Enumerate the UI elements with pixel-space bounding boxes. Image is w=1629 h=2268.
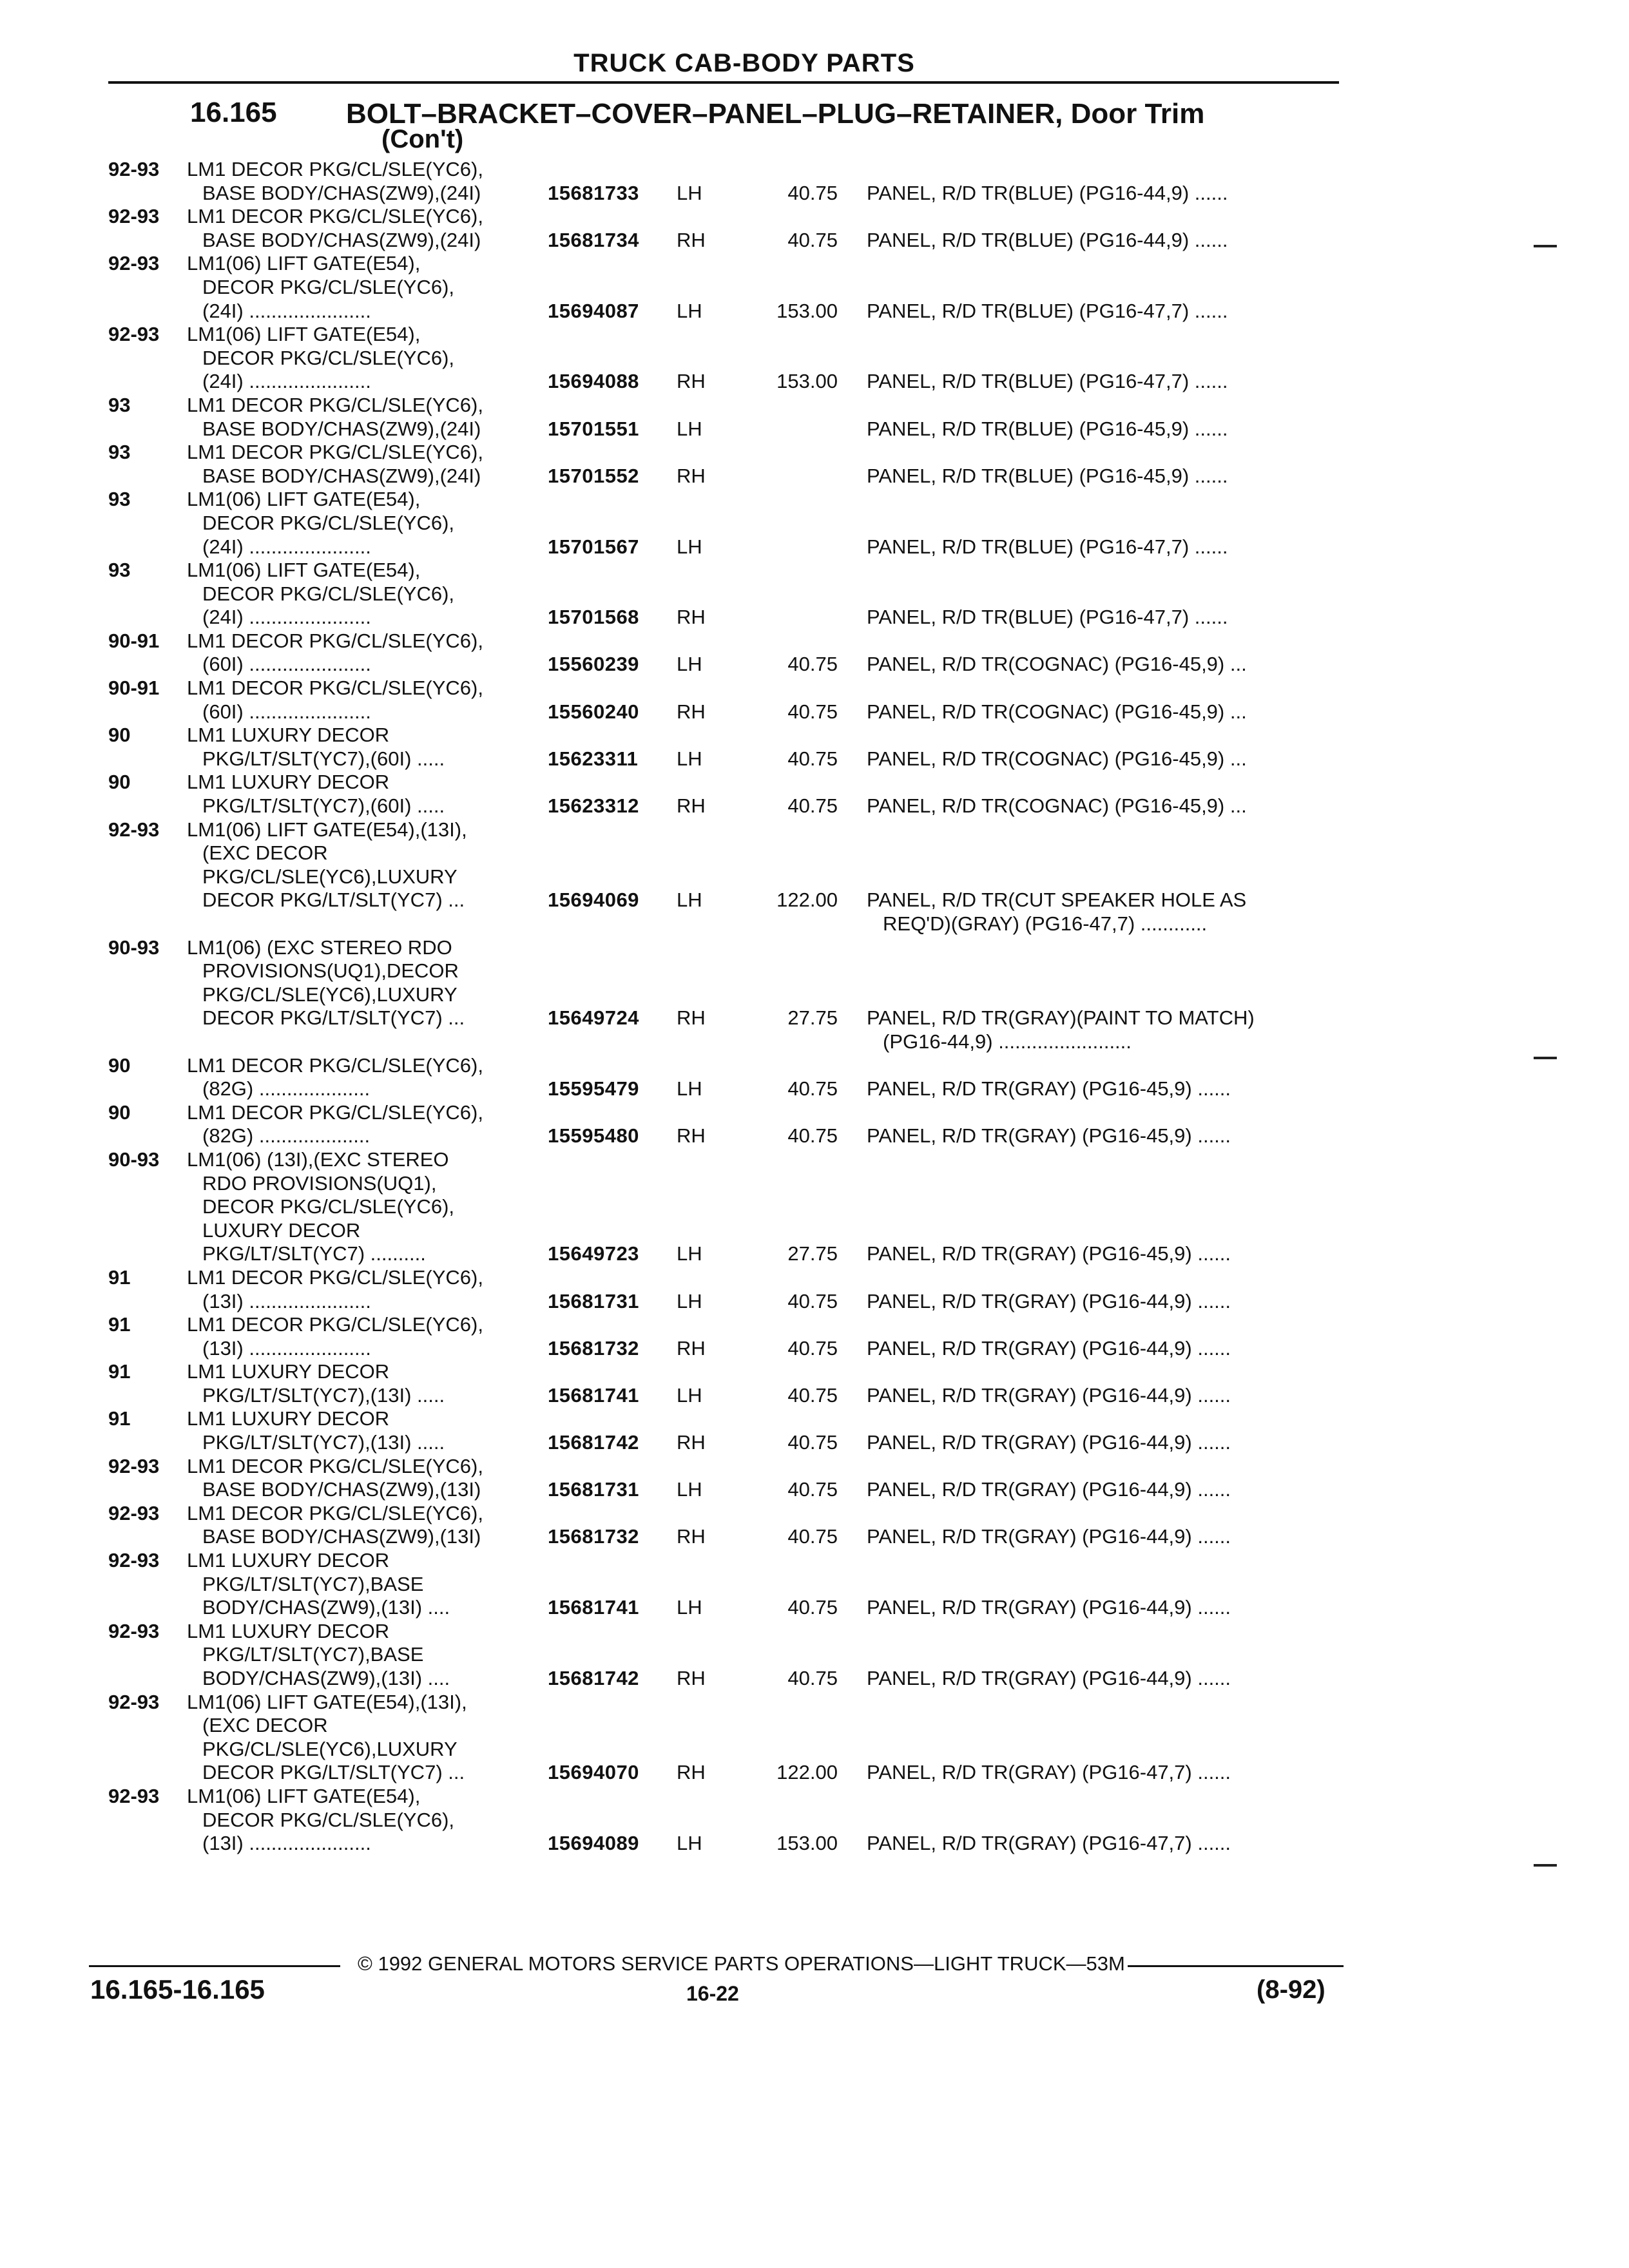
list-price: 40.75 bbox=[787, 1431, 838, 1454]
usage-description-line: BASE BODY/CHAS(ZW9),(13I) bbox=[202, 1478, 481, 1501]
list-price: 40.75 bbox=[787, 1124, 838, 1148]
model-year: 92-93 bbox=[108, 158, 160, 180]
model-year: 90-93 bbox=[108, 936, 160, 959]
model-year: 91 bbox=[108, 1313, 131, 1336]
list-price: 40.75 bbox=[787, 1289, 838, 1312]
usage-description-line: LM1(06) LIFT GATE(E54), bbox=[187, 559, 421, 582]
usage-description-line: LM1(06) LIFT GATE(E54),(13I), bbox=[187, 1690, 467, 1713]
usage-description-line: DECOR PKG/CL/SLE(YC6), bbox=[202, 275, 455, 298]
part-number: 15694089 bbox=[548, 1832, 639, 1855]
part-name: PANEL, R/D TR(GRAY) (PG16-44,9) ...... bbox=[867, 1431, 1231, 1454]
part-name: PANEL, R/D TR(GRAY)(PAINT TO MATCH) bbox=[867, 1006, 1255, 1030]
usage-description-line: DECOR PKG/LT/SLT(YC7) ... bbox=[202, 889, 465, 912]
table-row bbox=[0, 1691, 1629, 1785]
list-price: 122.00 bbox=[776, 889, 838, 912]
table-row bbox=[0, 1502, 1629, 1549]
footer-page-number: 16-22 bbox=[686, 1982, 739, 2005]
side-indicator: RH bbox=[677, 370, 706, 393]
part-number: 15595479 bbox=[548, 1077, 639, 1100]
model-year: 90-93 bbox=[108, 1148, 160, 1171]
usage-description-line: LM1 DECOR PKG/CL/SLE(YC6), bbox=[187, 393, 483, 416]
side-indicator: RH bbox=[677, 1761, 706, 1784]
usage-description-line: LM1 DECOR PKG/CL/SLE(YC6), bbox=[187, 1454, 483, 1477]
footer-rule-left bbox=[89, 1965, 340, 1967]
usage-description-line: BODY/CHAS(ZW9),(13I) .... bbox=[202, 1667, 450, 1689]
table-row bbox=[0, 1148, 1629, 1266]
usage-description-line: PKG/LT/SLT(YC7),(60I) ..... bbox=[202, 747, 445, 770]
usage-description-line: (24I) ...................... bbox=[202, 535, 371, 558]
part-number: 15681742 bbox=[548, 1667, 639, 1689]
usage-description-line: LM1(06) LIFT GATE(E54), bbox=[187, 488, 421, 511]
side-indicator: LH bbox=[677, 181, 702, 204]
usage-description-line: (82G) .................... bbox=[202, 1077, 371, 1100]
model-year: 91 bbox=[108, 1360, 131, 1383]
usage-description-line: LM1 LUXURY DECOR bbox=[187, 1549, 390, 1572]
usage-description-line: (60I) ...................... bbox=[202, 700, 371, 723]
part-name: PANEL, R/D TR(GRAY) (PG16-44,9) ...... bbox=[867, 1383, 1231, 1407]
side-indicator: RH bbox=[677, 700, 706, 723]
part-number: 15560240 bbox=[548, 700, 639, 723]
part-name: PANEL, R/D TR(CUT SPEAKER HOLE AS bbox=[867, 889, 1247, 912]
usage-description-line: DECOR PKG/CL/SLE(YC6), bbox=[202, 1808, 455, 1831]
part-name: PANEL, R/D TR(GRAY) (PG16-47,7) ...... bbox=[867, 1761, 1231, 1784]
table-row bbox=[0, 818, 1629, 936]
usage-description-line: LM1 DECOR PKG/CL/SLE(YC6), bbox=[187, 441, 483, 464]
part-number: 15681732 bbox=[548, 1336, 639, 1360]
table-row bbox=[0, 158, 1629, 205]
table-row bbox=[0, 629, 1629, 677]
part-number: 15694070 bbox=[548, 1761, 639, 1784]
part-number: 15595480 bbox=[548, 1124, 639, 1148]
usage-description-line: PKG/CL/SLE(YC6),LUXURY bbox=[202, 983, 458, 1006]
table-row bbox=[0, 1313, 1629, 1360]
usage-description-line: (60I) ...................... bbox=[202, 653, 371, 676]
part-number: 15681734 bbox=[548, 228, 639, 251]
list-price: 40.75 bbox=[787, 1478, 838, 1501]
list-price: 40.75 bbox=[787, 747, 838, 770]
side-indicator: LH bbox=[677, 1596, 702, 1619]
usage-description-line: LM1(06) (EXC STEREO RDO bbox=[187, 936, 452, 959]
model-year: 92-93 bbox=[108, 252, 160, 275]
list-price: 40.75 bbox=[787, 1336, 838, 1360]
model-year: 93 bbox=[108, 393, 131, 416]
usage-description-line: LM1 DECOR PKG/CL/SLE(YC6), bbox=[187, 158, 483, 180]
model-year: 90 bbox=[108, 1100, 131, 1124]
part-number: 15623311 bbox=[548, 747, 639, 770]
list-price: 40.75 bbox=[787, 1596, 838, 1619]
side-indicator: LH bbox=[677, 889, 702, 912]
side-indicator: LH bbox=[677, 747, 702, 770]
usage-description-line: PKG/CL/SLE(YC6),LUXURY bbox=[202, 865, 458, 888]
side-indicator: LH bbox=[677, 1289, 702, 1312]
usage-description-line: LUXURY DECOR bbox=[202, 1218, 361, 1242]
part-name: PANEL, R/D TR(COGNAC) (PG16-45,9) ... bbox=[867, 747, 1247, 770]
usage-description-line: PKG/LT/SLT(YC7),BASE bbox=[202, 1572, 424, 1595]
usage-description-line: BASE BODY/CHAS(ZW9),(24I) bbox=[202, 417, 481, 440]
list-price: 40.75 bbox=[787, 1383, 838, 1407]
usage-description-line: LM1 LUXURY DECOR bbox=[187, 771, 390, 794]
model-year: 92-93 bbox=[108, 323, 160, 346]
footer-copyright: © 1992 GENERAL MOTORS SERVICE PARTS OPERATIONS—LIGHT TRUCK—53M bbox=[358, 1952, 1125, 1975]
part-name: PANEL, R/D TR(BLUE) (PG16-47,7) ...... bbox=[867, 535, 1228, 558]
usage-description-line: LM1 LUXURY DECOR bbox=[187, 1360, 390, 1383]
usage-description-line: (13I) ...................... bbox=[202, 1289, 371, 1312]
side-indicator: RH bbox=[677, 1431, 706, 1454]
model-year: 92-93 bbox=[108, 1501, 160, 1524]
list-price: 40.75 bbox=[787, 653, 838, 676]
list-price: 27.75 bbox=[787, 1006, 838, 1030]
part-number: 15681731 bbox=[548, 1289, 639, 1312]
model-year: 92-93 bbox=[108, 818, 160, 841]
usage-description-line: PKG/CL/SLE(YC6),LUXURY bbox=[202, 1737, 458, 1760]
usage-description-line: (13I) ...................... bbox=[202, 1336, 371, 1360]
usage-description-line: DECOR PKG/CL/SLE(YC6), bbox=[202, 511, 455, 534]
table-row bbox=[0, 1360, 1629, 1407]
side-indicator: RH bbox=[677, 1525, 706, 1548]
model-year: 90 bbox=[108, 1053, 131, 1077]
usage-description-line: LM1 LUXURY DECOR bbox=[187, 1619, 390, 1642]
page-header-title: TRUCK CAB-BODY PARTS bbox=[574, 49, 915, 77]
margin-tick bbox=[1534, 1864, 1557, 1867]
side-indicator: RH bbox=[677, 464, 706, 487]
list-price: 40.75 bbox=[787, 794, 838, 818]
list-price: 153.00 bbox=[776, 1832, 838, 1855]
usage-description-line: DECOR PKG/CL/SLE(YC6), bbox=[202, 582, 455, 605]
side-indicator: RH bbox=[677, 1006, 706, 1030]
usage-description-line: LM1 DECOR PKG/CL/SLE(YC6), bbox=[187, 1313, 483, 1336]
part-name: PANEL, R/D TR(BLUE) (PG16-44,9) ...... bbox=[867, 181, 1228, 204]
usage-description-line: LM1(06) LIFT GATE(E54), bbox=[187, 1784, 421, 1807]
usage-description-line: (24I) ...................... bbox=[202, 299, 371, 322]
list-price: 40.75 bbox=[787, 700, 838, 723]
table-row bbox=[0, 771, 1629, 818]
side-indicator: RH bbox=[677, 1336, 706, 1360]
model-year: 92-93 bbox=[108, 1619, 160, 1642]
table-row bbox=[0, 1785, 1629, 1856]
usage-description-line: PKG/LT/SLT(YC7) .......... bbox=[202, 1242, 426, 1265]
side-indicator: LH bbox=[677, 1832, 702, 1855]
model-year: 92-93 bbox=[108, 1784, 160, 1807]
margin-tick bbox=[1534, 245, 1557, 247]
table-row bbox=[0, 936, 1629, 1054]
usage-description-line: PKG/LT/SLT(YC7),BASE bbox=[202, 1643, 424, 1666]
usage-description-line: DECOR PKG/CL/SLE(YC6), bbox=[202, 346, 455, 369]
usage-description-line: LM1 LUXURY DECOR bbox=[187, 724, 390, 747]
part-name: PANEL, R/D TR(BLUE) (PG16-47,7) ...... bbox=[867, 299, 1228, 322]
part-number: 15694088 bbox=[548, 370, 639, 393]
part-name: PANEL, R/D TR(BLUE) (PG16-44,9) ...... bbox=[867, 228, 1228, 251]
model-year: 92-93 bbox=[108, 1549, 160, 1572]
usage-description-line: BASE BODY/CHAS(ZW9),(24I) bbox=[202, 228, 481, 251]
usage-description-line: PKG/LT/SLT(YC7),(13I) ..... bbox=[202, 1431, 445, 1454]
part-name: PANEL, R/D TR(COGNAC) (PG16-45,9) ... bbox=[867, 653, 1247, 676]
part-number: 15701568 bbox=[548, 606, 639, 629]
usage-description-line: PROVISIONS(UQ1),DECOR bbox=[202, 959, 459, 983]
part-name: REQ'D)(GRAY) (PG16-47,7) ............ bbox=[883, 912, 1208, 936]
model-year: 90-91 bbox=[108, 677, 160, 700]
table-row bbox=[0, 1455, 1629, 1502]
side-indicator: LH bbox=[677, 653, 702, 676]
usage-description-line: (24I) ...................... bbox=[202, 606, 371, 629]
table-row bbox=[0, 323, 1629, 394]
header-rule bbox=[108, 81, 1339, 84]
footer-section-range: 16.165-16.165 bbox=[90, 1974, 265, 2004]
part-name: PANEL, R/D TR(GRAY) (PG16-44,9) ...... bbox=[867, 1336, 1231, 1360]
list-price: 27.75 bbox=[787, 1242, 838, 1265]
part-name: PANEL, R/D TR(GRAY) (PG16-44,9) ...... bbox=[867, 1596, 1231, 1619]
table-row bbox=[0, 1407, 1629, 1454]
table-row bbox=[0, 559, 1629, 629]
list-price: 153.00 bbox=[776, 370, 838, 393]
side-indicator: RH bbox=[677, 606, 706, 629]
list-price: 40.75 bbox=[787, 1667, 838, 1689]
section-continued: (Con't) bbox=[381, 125, 464, 153]
list-price: 40.75 bbox=[787, 1077, 838, 1100]
usage-description-line: (13I) ...................... bbox=[202, 1832, 371, 1855]
footer-date: (8-92) bbox=[1257, 1975, 1325, 2004]
part-name: PANEL, R/D TR(GRAY) (PG16-44,9) ...... bbox=[867, 1667, 1231, 1689]
model-year: 90 bbox=[108, 724, 131, 747]
section-title: BOLT–BRACKET–COVER–PANEL–PLUG–RETAINER, Door Trim bbox=[346, 98, 1205, 130]
list-price: 40.75 bbox=[787, 228, 838, 251]
usage-description-line: RDO PROVISIONS(UQ1), bbox=[202, 1171, 437, 1195]
usage-description-line: (82G) .................... bbox=[202, 1124, 371, 1148]
part-number: 15560239 bbox=[548, 653, 639, 676]
table-row bbox=[0, 724, 1629, 771]
part-name: PANEL, R/D TR(GRAY) (PG16-45,9) ...... bbox=[867, 1242, 1231, 1265]
part-number: 15681742 bbox=[548, 1431, 639, 1454]
part-number: 15649723 bbox=[548, 1242, 639, 1265]
part-name: PANEL, R/D TR(GRAY) (PG16-44,9) ...... bbox=[867, 1478, 1231, 1501]
table-row bbox=[0, 441, 1629, 488]
table-row bbox=[0, 1266, 1629, 1313]
table-row bbox=[0, 394, 1629, 441]
part-number: 15681733 bbox=[548, 181, 639, 204]
model-year: 90 bbox=[108, 771, 131, 794]
part-number: 15681731 bbox=[548, 1478, 639, 1501]
model-year: 92-93 bbox=[108, 1454, 160, 1477]
side-indicator: RH bbox=[677, 1667, 706, 1689]
side-indicator: LH bbox=[677, 299, 702, 322]
usage-description-line: LM1(06) LIFT GATE(E54), bbox=[187, 323, 421, 346]
usage-description-line: LM1 LUXURY DECOR bbox=[187, 1407, 390, 1430]
part-number: 15694069 bbox=[548, 889, 639, 912]
usage-description-line: BODY/CHAS(ZW9),(13I) .... bbox=[202, 1596, 450, 1619]
side-indicator: LH bbox=[677, 1383, 702, 1407]
list-price: 122.00 bbox=[776, 1761, 838, 1784]
usage-description-line: LM1 DECOR PKG/CL/SLE(YC6), bbox=[187, 1501, 483, 1524]
part-number: 15701551 bbox=[548, 417, 639, 440]
usage-description-line: PKG/LT/SLT(YC7),(60I) ..... bbox=[202, 794, 445, 818]
table-row bbox=[0, 1054, 1629, 1101]
usage-description-line: DECOR PKG/LT/SLT(YC7) ... bbox=[202, 1006, 465, 1030]
side-indicator: LH bbox=[677, 1077, 702, 1100]
side-indicator: LH bbox=[677, 535, 702, 558]
usage-description-line: LM1 DECOR PKG/CL/SLE(YC6), bbox=[187, 1053, 483, 1077]
usage-description-line: LM1 DECOR PKG/CL/SLE(YC6), bbox=[187, 1265, 483, 1289]
side-indicator: RH bbox=[677, 228, 706, 251]
model-year: 91 bbox=[108, 1265, 131, 1289]
side-indicator: RH bbox=[677, 794, 706, 818]
model-year: 93 bbox=[108, 559, 131, 582]
section-number: 16.165 bbox=[190, 97, 277, 128]
part-number: 15681732 bbox=[548, 1525, 639, 1548]
model-year: 90-91 bbox=[108, 629, 160, 652]
part-name: PANEL, R/D TR(GRAY) (PG16-44,9) ...... bbox=[867, 1289, 1231, 1312]
part-name: PANEL, R/D TR(GRAY) (PG16-44,9) ...... bbox=[867, 1525, 1231, 1548]
part-name: PANEL, R/D TR(COGNAC) (PG16-45,9) ... bbox=[867, 700, 1247, 723]
margin-tick bbox=[1534, 1057, 1557, 1059]
row-spacer bbox=[0, 912, 1629, 936]
usage-description-line: LM1 DECOR PKG/CL/SLE(YC6), bbox=[187, 677, 483, 700]
side-indicator: LH bbox=[677, 417, 702, 440]
part-name: PANEL, R/D TR(BLUE) (PG16-45,9) ...... bbox=[867, 464, 1228, 487]
side-indicator: LH bbox=[677, 1478, 702, 1501]
part-number: 15701567 bbox=[548, 535, 639, 558]
part-number: 15649724 bbox=[548, 1006, 639, 1030]
side-indicator: RH bbox=[677, 1124, 706, 1148]
table-row bbox=[0, 488, 1629, 559]
model-year: 93 bbox=[108, 441, 131, 464]
usage-description-line: LM1 DECOR PKG/CL/SLE(YC6), bbox=[187, 629, 483, 652]
part-name: PANEL, R/D TR(GRAY) (PG16-47,7) ...... bbox=[867, 1832, 1231, 1855]
part-name: PANEL, R/D TR(COGNAC) (PG16-45,9) ... bbox=[867, 794, 1247, 818]
table-row bbox=[0, 252, 1629, 323]
usage-description-line: (24I) ...................... bbox=[202, 370, 371, 393]
usage-description-line: BASE BODY/CHAS(ZW9),(24I) bbox=[202, 464, 481, 487]
model-year: 93 bbox=[108, 488, 131, 511]
table-row bbox=[0, 677, 1629, 724]
usage-description-line: LM1(06) (13I),(EXC STEREO bbox=[187, 1148, 449, 1171]
usage-description-line: BASE BODY/CHAS(ZW9),(13I) bbox=[202, 1525, 481, 1548]
side-indicator: LH bbox=[677, 1242, 702, 1265]
parts-table bbox=[0, 158, 1629, 1856]
usage-description-line: PKG/LT/SLT(YC7),(13I) ..... bbox=[202, 1383, 445, 1407]
usage-description-line: (EXC DECOR bbox=[202, 841, 328, 865]
usage-description-line: DECOR PKG/LT/SLT(YC7) ... bbox=[202, 1761, 465, 1784]
row-spacer bbox=[0, 1030, 1629, 1054]
part-number: 15681741 bbox=[548, 1596, 639, 1619]
table-row bbox=[0, 1549, 1629, 1620]
usage-description-line: LM1 DECOR PKG/CL/SLE(YC6), bbox=[187, 1100, 483, 1124]
part-name: PANEL, R/D TR(BLUE) (PG16-47,7) ...... bbox=[867, 606, 1228, 629]
part-name: PANEL, R/D TR(GRAY) (PG16-45,9) ...... bbox=[867, 1077, 1231, 1100]
usage-description-line: DECOR PKG/CL/SLE(YC6), bbox=[202, 1195, 455, 1218]
footer-rule-right bbox=[1128, 1965, 1344, 1967]
part-number: 15694087 bbox=[548, 299, 639, 322]
model-year: 92-93 bbox=[108, 205, 160, 228]
usage-description-line: LM1(06) LIFT GATE(E54), bbox=[187, 252, 421, 275]
part-number: 15623312 bbox=[548, 794, 639, 818]
part-name: PANEL, R/D TR(BLUE) (PG16-45,9) ...... bbox=[867, 417, 1228, 440]
table-row bbox=[0, 205, 1629, 252]
table-row bbox=[0, 1101, 1629, 1148]
model-year: 92-93 bbox=[108, 1690, 160, 1713]
usage-description-line: BASE BODY/CHAS(ZW9),(24I) bbox=[202, 181, 481, 204]
part-number: 15701552 bbox=[548, 464, 639, 487]
part-name: (PG16-44,9) ........................ bbox=[883, 1030, 1132, 1053]
part-number: 15681741 bbox=[548, 1383, 639, 1407]
part-name: PANEL, R/D TR(BLUE) (PG16-47,7) ...... bbox=[867, 370, 1228, 393]
list-price: 40.75 bbox=[787, 181, 838, 204]
usage-description-line: (EXC DECOR bbox=[202, 1714, 328, 1737]
usage-description-line: LM1(06) LIFT GATE(E54),(13I), bbox=[187, 818, 467, 841]
model-year: 91 bbox=[108, 1407, 131, 1430]
list-price: 40.75 bbox=[787, 1525, 838, 1548]
part-name: PANEL, R/D TR(GRAY) (PG16-45,9) ...... bbox=[867, 1124, 1231, 1148]
list-price: 153.00 bbox=[776, 299, 838, 322]
usage-description-line: LM1 DECOR PKG/CL/SLE(YC6), bbox=[187, 205, 483, 228]
table-row bbox=[0, 1620, 1629, 1691]
